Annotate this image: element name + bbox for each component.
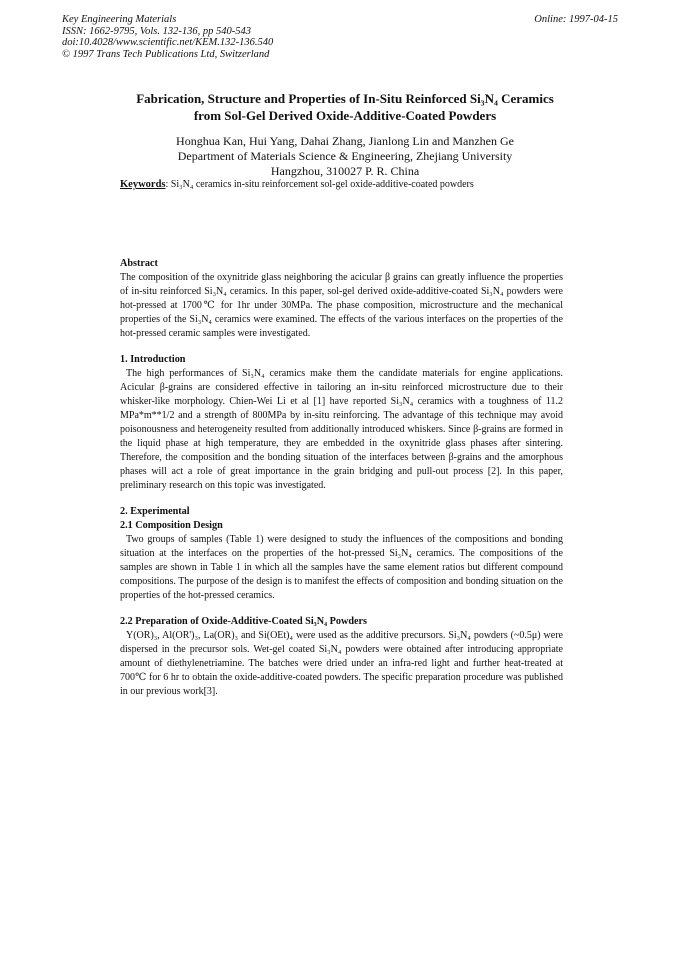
paper-body bbox=[120, 257, 563, 699]
title-line-2: from Sol-Gel Derived Oxide-Additive-Coated Powders bbox=[193, 108, 497, 123]
journal-name: Key Engineering Materials bbox=[62, 14, 177, 25]
preparation-heading: 2.2 Preparation of Oxide-Additive-Coated Si₃N₄ Powders bbox=[120, 616, 368, 627]
keywords bbox=[120, 178, 580, 191]
author-names: Honghua Kan, Hui Yang, Dahai Zhang, Jianlong Lin and Manzhen Ge bbox=[176, 134, 514, 148]
abstract-heading: Abstract bbox=[120, 258, 158, 269]
abstract-text: The composition of the oxynitride glass neighboring the acicular β grains can greatly influence the properties of in-situ reinforced Si₃N₄ ceramics. In this paper, sol-gel derived oxide-additive-coated Si₃N₄ powders were hot-pressed at 1700℃ for 1hr under 30MPa. The phase composition, microstructure and the mechanical properties of the Si₃N₄ ceramics were examined. The effects of the various interfaces on the properties of the hot-pressed ceramic samples were investigated. bbox=[120, 272, 563, 339]
issn-line: ISSN: 1662-9795, Vols. 132-136, pp 540-543 bbox=[62, 25, 251, 37]
composition-design-heading: 2.1 Composition Design bbox=[120, 520, 223, 531]
online-date: Online: 1997-04-15 bbox=[534, 14, 618, 25]
page-header bbox=[62, 14, 618, 60]
affiliation: Department of Materials Science & Engineering, Zhejiang University bbox=[177, 149, 513, 163]
preparation-text: Y(OR)₃, Al(OR')₃, La(OR)₃ and Si(OEt)₄ were used as the additive precursors. Si₃N₄ powders (~0.5μ) were dispersed in the precursor sols. Wet-gel coated Si₃N₄ powders were obtained after introducing appropriate amount of diethylenetriamine. The batches were dried under an infra-red light and further heat-treated at 700℃ for 6 hr to obtain the oxide-additive-coated powders. The specific preparation procedure was published in our previous work[3]. bbox=[120, 630, 563, 697]
introduction-text: The high performances of Si₃N₄ ceramics make them the candidate materials for engine applications. Acicular β-grains are considered effective in tailoring an in-situ reinforced microstructure due to their whisker-like morphology. Chien-Wei Li et al [1] have reported Si₃N₄ ceramics with a toughness of 11.2 MPa*m**1/2 and a strength of 800MPa by in-situ reinforcing. The advantage of this technique may avoid poisonousness and heterogeneity resulted from additionally introduced whiskers. Since β-grains are formed in the liquid phase at high temperature, they are embedded in the oxynitride glass phases after sintering. Therefore, the composition and the bonding situation of the interfaces between β-grains and the amorphous phases will act a role of great importance in the grain bridging and pull-out process [2]. In this paper, preliminary research on this topic was investigated. bbox=[120, 368, 563, 491]
keywords-label: Keywords bbox=[120, 179, 166, 190]
affiliation-location: Hangzhou, 310027 P. R. China bbox=[270, 164, 420, 178]
title-line-1: Fabrication, Structure and Properties of In-Situ Reinforced Si₃N₄ Ceramics bbox=[136, 91, 554, 106]
keywords-text: : Si₃N₄ ceramics in-situ reinforcement sol-gel oxide-additive-coated powders bbox=[165, 179, 474, 190]
experimental-heading: 2. Experimental bbox=[120, 506, 190, 517]
paper-title bbox=[110, 90, 580, 124]
doi-line: doi:10.4028/www.scientific.net/KEM.132-136.540 bbox=[62, 37, 274, 48]
composition-design-text: Two groups of samples (Table 1) were designed to study the influences of the compositions and bonding situation at the interfaces on the properties of the hot-pressed Si₃N₄ ceramics. The compositions of the samples are shown in Table 1 in which all the samples have the same element ratios but different compound compositions. The purpose of the design is to manifest the effects of composition and bonding situation on the properties of the hot-pressed ceramics. bbox=[120, 534, 563, 601]
publication-info bbox=[62, 14, 273, 60]
introduction-heading: 1. Introduction bbox=[120, 354, 186, 365]
copyright-line: © 1997 Trans Tech Publications Ltd, Switzerland bbox=[62, 48, 270, 60]
author-block bbox=[110, 134, 580, 179]
